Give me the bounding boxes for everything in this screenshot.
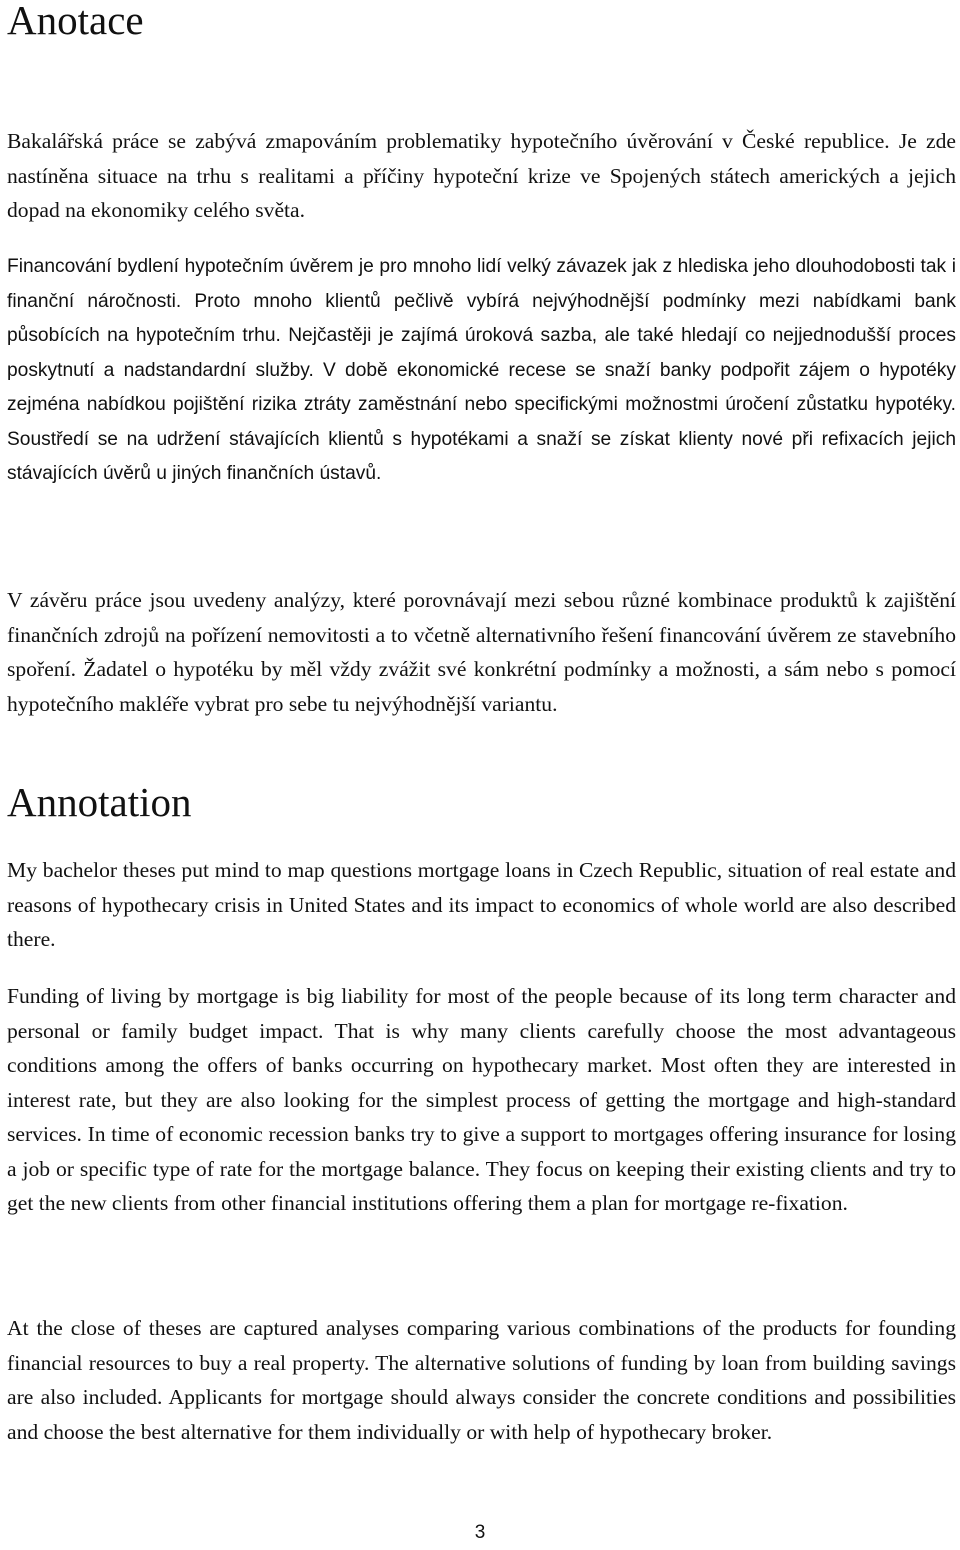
czech-paragraph-2: Financování bydlení hypotečním úvěrem je pro mnoho lidí velký závazek jak z hlediska jeho dlouhodobosti tak i finanční náročnosti. Proto mnoho klientů pečlivě vybírá nejvýhodnější podmínky mezi nabídkami bank působících na hypotečním trhu. Nejčastěji je zajímá úroková sazba, ale také hledají co nejjednodušší proces poskytnutí a nadstandardní služby. V době ekonomické recese se snaží banky podpořit zájem o hypotéky zejména nabídkou pojištění rizika ztráty zaměstnání nebo specifickými možnostmi úročení zůstatku hypotéky. Soustředí se na udržení stávajících klientů s hypotékami a snaží se získat klienty nové při refixacích jejich stávajících úvěrů u jiných finančních ústavů. [7,256,956,484]
czech-paragraph-3: V závěru práce jsou uvedeny analýzy, které porovnávají mezi sebou různé kombinace produktů k zajištění finančních zdrojů na pořízení nemovitosti a to včetně alternativního řešení financování úvěrem ze stavebního spoření. Žadatel o hypotéku by měl vždy zvážit své konkrétní podmínky a možnosti, a sám nebo s pomocí hypotečního makléře vybrat pro sebe tu nejvýhodnější variantu. [7,588,956,716]
english-paragraph-3: At the close of theses are captured analyses comparing various combinations of the products for founding financial resources to buy a real property. The alternative solutions of funding by loan from building savings are also included. Applicants for mortgage should always consider the concrete conditions and possibilities and choose the best alternative for them individually or with help of hypothecary broker. [7,1316,956,1444]
heading-annotation: Annotation [7,779,192,825]
czech-paragraph-1: Bakalářská práce se zabývá zmapováním problematiky hypotečního úvěrování v České republice. Je zde nastíněna situace na trhu s realitami a příčiny hypoteční krize ve Spojených státech amerických a jejich dopad na ekonomiky celého světa. [7,129,956,222]
english-paragraph-1: My bachelor theses put mind to map questions mortgage loans in Czech Republic, situation of real estate and reasons of hypothecary crisis in United States and its impact to economics of whole world are also described there. [7,858,956,951]
heading-anotace: Anotace [7,0,144,43]
english-paragraph-2: Funding of living by mortgage is big liability for most of the people because of its long term character and personal or family budget impact. That is why many clients carefully choose the most advantageous conditions among the offers of banks occurring on hypothecary market. Most often they are interested in interest rate, but they are also looking for the simplest process of getting the mortgage and high-standard services. In time of economic recession banks try to give a support to mortgages offering insurance for losing a job or specific type of rate for the mortgage balance. They focus on keeping their existing clients and try to get the new clients from other financial institutions offering them a plan for mortgage re-fixation. [7,984,956,1215]
page-number: 3 [474,1522,486,1543]
